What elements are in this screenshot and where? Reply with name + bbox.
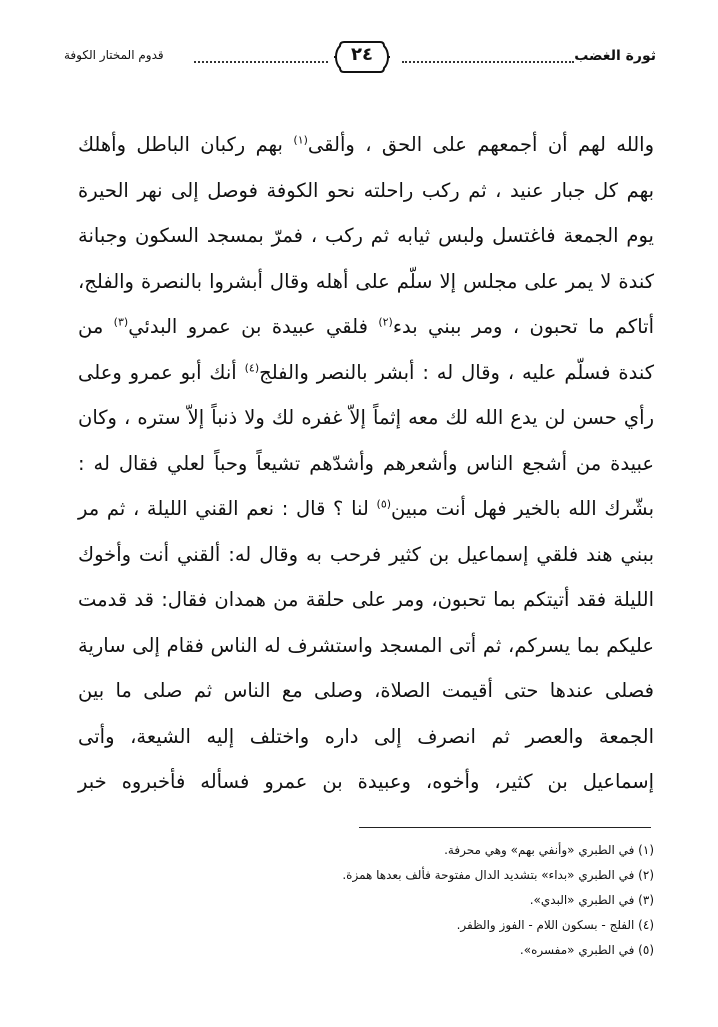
text-line: عبيدة من أشجع الناس وأشعرهم وأشدّهم تشيعاً وحباً لعلي فقال له : [78, 451, 654, 475]
footnote-ref: (٣) [113, 315, 129, 329]
text-line: الجمعة والعصر ثم انصرف إلى داره واختلف إليه الشيعة، وأتى [78, 724, 654, 748]
text-line: ببني هند فلقي إسماعيل بن كثير فرحب به وقال له: ألقني أنت وأخوك [78, 542, 654, 566]
text-line: رأي حسن لن يدع الله لك معه إثماً إلاّ غفره لك ولا ذنباً إلاّ ستره ، وكان [78, 406, 654, 429]
text-line: بهم كل جبار عنيد ، ثم ركب راحلته نحو الكوفة فوصل إلى نهر الحيرة [78, 178, 654, 202]
running-header [64, 38, 656, 78]
text-line: أتاكم ما تحبون ، ومر ببني بدء$^{(٢)}$ فلقي عبيدة بن عمرو البدئي$^{(٣)}$ من [78, 315, 654, 338]
footnote: (٥) في الطبري «مفسره». [519, 943, 654, 957]
text-line: عليكم بما يسركم، ثم أتى المسجد واستشرف له الناس فقام إلى سارية [78, 633, 654, 657]
footnote-ref: (٤) [244, 361, 260, 374]
chapter-title: قدوم المختار الكوفة [64, 48, 164, 62]
text-line: بشّرك الله بالخير فهل أنت مبين$^{(٥)}$ لنا ؟ قال : نعم القني الليلة ، ثم مر [78, 497, 654, 520]
footnote: (٤) الفلج - بسكون اللام - الفوز والظفر. [456, 918, 654, 932]
footnote: (١) في الطبري «وأنفي بهم» وهي محرفة. [444, 843, 654, 857]
footnotes [234, 838, 654, 963]
header-dotted-leader-left [194, 61, 328, 63]
footnote-ref: (٥) [376, 497, 392, 511]
main-text [78, 122, 654, 805]
text-line: فصلى عندها حتى أقيمت الصلاة، وصلى مع الناس ثم صلى ما بين [78, 679, 654, 702]
text-line: كندة لا يمر على مجلس إلا سلّم على أهله وقال أبشروا بالنصرة والفلج، [78, 269, 654, 293]
text-line: الليلة فقد أتيتكم بما تحبون، ومر على حلقة من همدان فقال: قد قدمت [78, 588, 654, 611]
text-line: إسماعيل بن كثير، وأخوه، وعبيدة بن عمرو فسأله فأخبروه خبر [78, 770, 654, 793]
footnote: (٢) في الطبري «بداء» بتشديد الدال مفتوحة فألف بعدها همزة. [342, 868, 654, 882]
text-line: والله لهم أن أجمعهم على الحق ، وألقى$^{(١)}$ بهم ركبان الباطل وأهلك [78, 133, 654, 156]
page-number: ٢٤ [351, 44, 373, 65]
footnote-ref: (٢) [378, 315, 393, 329]
footnote-ref: (١) [293, 133, 308, 147]
header-dotted-leader-right [402, 61, 574, 63]
footnote-separator [359, 827, 651, 828]
book-title: ثورة الغضب [574, 48, 656, 64]
text-line: كندة فسلّم عليه ، وقال له : أبشر بالنصر والفلج$^{(٤)}$ أنك أبو عمرو وعلى [78, 360, 654, 384]
text-line: يوم الجمعة فاغتسل ولبس ثيابه ثم ركب ، فمرّ بمسجد السكون وجبانة [78, 224, 654, 247]
footnote: (٣) في الطبري «البدي». [529, 893, 654, 907]
page-number-ornament [334, 38, 390, 76]
